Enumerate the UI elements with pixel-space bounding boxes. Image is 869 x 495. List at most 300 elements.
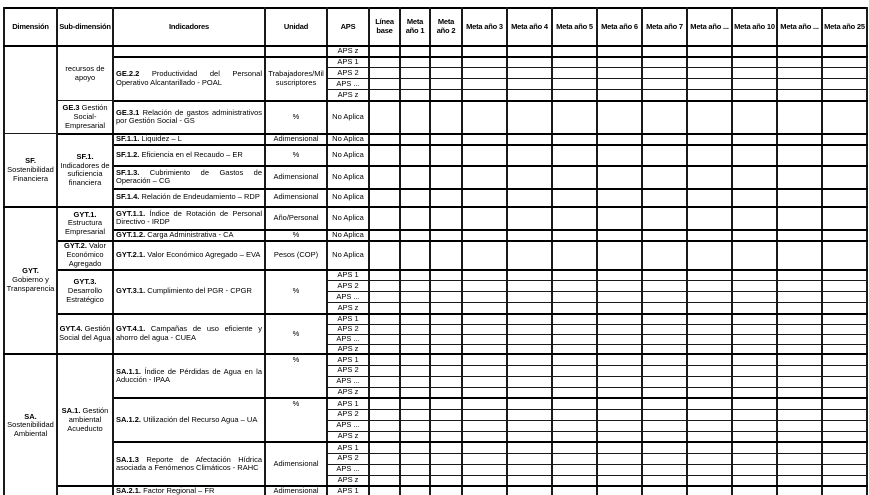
col-header-meta-4: Meta año 4 [507,8,552,46]
data-cell [687,303,732,314]
data-cell [400,134,430,145]
data-cell [777,314,822,324]
data-cell [642,189,687,207]
indicator-label: Cubrimiento de Gastos de Operación – CG [116,167,262,186]
data-cell [642,46,687,57]
data-cell [777,409,822,420]
aps-cell: APS z [327,431,369,442]
data-cell [597,281,642,292]
aps-cell: APS z [327,46,369,57]
indicator-cell [113,101,265,134]
col-header-meta-3: Meta año 3 [462,8,507,46]
data-cell [732,134,777,145]
unit-cell: % [265,314,327,355]
data-cell [552,134,597,145]
indicator-code: SF.1.3. [116,167,140,177]
data-cell [822,398,867,409]
data-cell [507,344,552,354]
data-cell [822,101,867,134]
data-cell [687,314,732,324]
data-cell [430,486,462,495]
data-cell [507,189,552,207]
table-row [4,241,867,270]
dimension-cell [4,207,57,355]
col-header-subdimension: Sub-dimensión [57,8,113,46]
unit-cell: Trabajadores/Mil suscriptores [265,57,327,101]
data-cell [732,409,777,420]
data-cell [777,303,822,314]
data-cell [369,134,400,145]
indicator-code: GE.2.2 [116,69,140,78]
data-cell [732,166,777,189]
data-cell [552,344,597,354]
data-cell [597,230,642,241]
indicator-cell [113,314,265,355]
aps-cell: No Aplica [327,230,369,241]
table-row [4,398,867,409]
data-cell [597,57,642,68]
data-cell [462,292,507,303]
data-cell [462,475,507,486]
indicator-cell [113,230,265,241]
data-cell [462,145,507,166]
indicator-cell [113,442,265,486]
data-cell [777,376,822,387]
data-cell [430,442,462,453]
data-cell [507,398,552,409]
data-cell [687,486,732,495]
data-cell [687,207,732,230]
data-cell [507,134,552,145]
data-cell [507,486,552,495]
data-cell [552,334,597,344]
data-cell [552,354,597,365]
aps-cell: No Aplica [327,145,369,166]
data-cell [642,354,687,365]
data-cell [642,241,687,270]
aps-cell: APS 1 [327,486,369,495]
data-cell [400,46,430,57]
data-cell [462,354,507,365]
data-cell [462,189,507,207]
data-cell [597,431,642,442]
data-cell [687,475,732,486]
data-cell [642,79,687,90]
data-cell [642,324,687,334]
indicator-code: SF.1.1. [116,133,140,143]
table-row [4,134,867,145]
data-cell [642,344,687,354]
aps-cell: APS 1 [327,270,369,281]
data-cell [642,398,687,409]
data-cell [777,90,822,101]
aps-cell: APS 1 [327,442,369,453]
data-cell [507,57,552,68]
subdimension-cell [57,354,113,486]
indicator-cell [113,354,265,398]
data-cell [462,334,507,344]
table-row [4,46,867,57]
dimension-cell [4,354,57,495]
data-cell [462,241,507,270]
data-cell [400,486,430,495]
data-cell [777,453,822,464]
data-cell [822,189,867,207]
data-cell [400,376,430,387]
subdimension-cell [57,241,113,270]
indicator-code: GYT.3.1. [116,286,146,296]
subdimension-cell [57,46,113,101]
data-cell [430,324,462,334]
col-header-meta-1: Meta año 1 [400,8,430,46]
data-cell [507,314,552,324]
data-cell [462,365,507,376]
subdimension-label: Gestión ambiental Acueducto [67,406,109,433]
data-cell [597,241,642,270]
data-cell [822,431,867,442]
data-cell [687,334,732,344]
data-cell [597,303,642,314]
data-cell [687,365,732,376]
data-cell [777,46,822,57]
aps-cell: APS 2 [327,281,369,292]
data-cell [507,442,552,453]
data-cell [462,442,507,453]
data-cell [430,101,462,134]
data-cell [822,303,867,314]
data-cell [369,442,400,453]
data-cell [777,431,822,442]
data-cell [597,166,642,189]
data-cell [687,46,732,57]
data-cell [687,241,732,270]
data-cell [430,344,462,354]
data-cell [507,365,552,376]
data-cell [462,79,507,90]
data-cell [687,270,732,281]
data-cell [597,207,642,230]
aps-cell: No Aplica [327,166,369,189]
indicator-cell [113,207,265,230]
data-cell [642,90,687,101]
data-cell [597,442,642,453]
data-cell [430,376,462,387]
data-cell [430,57,462,68]
indicator-code: SF.1.4. [116,192,140,202]
aps-cell: APS 2 [327,409,369,420]
data-cell [777,292,822,303]
data-cell [642,453,687,464]
indicator-code: SA.1.1. [116,366,142,376]
data-cell [777,420,822,431]
data-cell [400,270,430,281]
col-header-meta-dots-b: Meta año ... [777,8,822,46]
dimension-cell [4,46,57,134]
data-cell [462,324,507,334]
data-cell [642,314,687,324]
data-cell [732,486,777,495]
aps-cell: APS ... [327,292,369,303]
data-cell [777,344,822,354]
data-cell [430,79,462,90]
data-cell [777,207,822,230]
data-cell [777,270,822,281]
data-cell [597,453,642,464]
data-cell [462,409,507,420]
data-cell [552,431,597,442]
data-cell [732,241,777,270]
indicator-label: Factor Regional – FR [141,486,215,495]
subdimension-cell [57,134,113,207]
data-cell [732,354,777,365]
data-cell [822,230,867,241]
data-cell [430,303,462,314]
data-cell [597,314,642,324]
aps-cell: No Aplica [327,207,369,230]
data-cell [400,442,430,453]
data-cell [369,79,400,90]
data-cell [369,420,400,431]
aps-cell: APS 1 [327,57,369,68]
data-cell [732,68,777,79]
unit-cell: Adimensional [265,486,327,495]
data-cell [597,409,642,420]
data-cell [642,57,687,68]
col-header-meta-25: Meta año 25 [822,8,867,46]
data-cell [507,68,552,79]
data-cell [400,79,430,90]
col-header-meta-5: Meta año 5 [552,8,597,46]
subdimension-cell [57,486,113,495]
indicator-code: SA.2.1. [116,486,142,495]
subdimension-code: GYT.1. [73,209,97,219]
data-cell [732,145,777,166]
indicator-label: Carga Administrativa - CA [145,229,234,239]
data-cell [687,464,732,475]
data-cell [732,79,777,90]
data-cell [687,134,732,145]
data-cell [777,145,822,166]
data-cell [462,303,507,314]
data-cell [462,431,507,442]
data-cell [732,334,777,344]
data-cell [552,420,597,431]
data-cell [597,344,642,354]
data-cell [777,166,822,189]
data-cell [687,79,732,90]
data-cell [732,292,777,303]
aps-cell: APS 2 [327,365,369,376]
data-cell [430,241,462,270]
data-cell [642,270,687,281]
data-cell [400,354,430,365]
dimension-code: GYT. [22,266,39,276]
data-cell [822,68,867,79]
indicator-label: Eficiencia en el Recaudo – ER [139,149,243,159]
data-cell [430,270,462,281]
data-cell [369,189,400,207]
data-cell [462,376,507,387]
data-cell [369,57,400,68]
data-cell [822,90,867,101]
data-cell [777,442,822,453]
data-cell [400,166,430,189]
data-cell [462,453,507,464]
data-cell [507,464,552,475]
data-cell [822,486,867,495]
data-cell [552,453,597,464]
data-cell [462,68,507,79]
data-cell [462,134,507,145]
data-cell [462,464,507,475]
data-cell [430,420,462,431]
data-cell [462,230,507,241]
data-cell [642,303,687,314]
data-cell [369,365,400,376]
data-cell [507,90,552,101]
data-cell [430,314,462,324]
data-cell [400,207,430,230]
table-row [4,230,867,241]
table-row [4,101,867,134]
table-row [4,486,867,495]
unit-cell: Adimensional [265,442,327,486]
data-cell [369,431,400,442]
aps-cell: APS ... [327,464,369,475]
data-cell [732,57,777,68]
data-cell [462,420,507,431]
data-cell [507,230,552,241]
data-cell [462,398,507,409]
data-cell [687,354,732,365]
data-cell [732,420,777,431]
data-cell [597,464,642,475]
data-cell [369,398,400,409]
data-cell [642,292,687,303]
data-cell [732,475,777,486]
data-cell [822,79,867,90]
indicator-label: Índice de Pérdidas de Agua en la Aducción - IPAA [116,366,262,385]
data-cell [507,270,552,281]
data-cell [400,68,430,79]
data-cell [369,46,400,57]
aps-cell: APS 1 [327,314,369,324]
data-cell [507,334,552,344]
data-cell [597,292,642,303]
data-cell [687,166,732,189]
subdimension-code: GYT.2. [64,240,87,250]
indicator-label: Campañas de uso eficiente y ahorro del agua - CUEA [116,324,262,343]
subdimension-code: SA.1. [61,406,81,416]
data-cell [732,314,777,324]
unit-cell: % [265,354,327,398]
data-cell [822,475,867,486]
indicator-label: Cumplimiento del PGR - CPGR [145,286,252,296]
data-cell [430,334,462,344]
data-cell [552,166,597,189]
data-cell [369,292,400,303]
indicator-code: SA.1.2. [116,414,142,424]
data-cell [369,145,400,166]
col-header-aps: APS [327,8,369,46]
table-row [4,442,867,453]
data-cell [462,270,507,281]
data-cell [822,281,867,292]
data-cell [552,409,597,420]
aps-cell: APS ... [327,79,369,90]
indicator-cell [113,166,265,189]
indicator-cell [113,270,265,314]
aps-cell: APS 1 [327,398,369,409]
indicator-label: Utilización del Recurso Agua – UA [141,414,258,424]
indicator-label: Relación de gastos administrativos por Gestión Social - GS [116,107,262,126]
data-cell [777,68,822,79]
data-cell [400,453,430,464]
unit-cell: % [265,270,327,314]
data-cell [822,46,867,57]
indicator-code: GE.3.1 [116,107,140,117]
dimension-code: SA. [24,411,37,421]
indicator-code: GYT.4.1. [116,324,146,334]
data-cell [552,324,597,334]
data-cell [369,90,400,101]
data-cell [687,387,732,398]
indicator-cell [113,398,265,442]
data-cell [777,365,822,376]
data-cell [369,464,400,475]
data-cell [400,303,430,314]
indicator-label: Liquidez – L [139,133,182,143]
subdimension-code: SF.1. [76,151,94,161]
data-cell [822,292,867,303]
data-cell [597,376,642,387]
indicators-table [3,7,868,495]
data-cell [732,303,777,314]
indicator-label: Índice de Rotación de Personal Directivo - IRDP [116,208,262,227]
data-cell [687,145,732,166]
data-cell [687,281,732,292]
data-cell [507,409,552,420]
col-header-meta-2: Meta año 2 [430,8,462,46]
data-cell [430,230,462,241]
table-row [4,270,867,281]
data-cell [822,134,867,145]
data-cell [642,101,687,134]
data-cell [777,354,822,365]
data-cell [552,101,597,134]
data-cell [687,398,732,409]
data-cell [552,46,597,57]
data-cell [642,376,687,387]
data-cell [369,376,400,387]
data-cell [462,281,507,292]
header-row [4,8,867,46]
data-cell [777,475,822,486]
data-cell [642,230,687,241]
aps-cell: No Aplica [327,134,369,145]
data-cell [732,101,777,134]
data-cell [822,344,867,354]
data-cell [369,324,400,334]
data-cell [732,230,777,241]
data-cell [822,387,867,398]
data-cell [597,486,642,495]
data-cell [369,303,400,314]
data-cell [400,324,430,334]
data-cell [597,475,642,486]
data-cell [552,145,597,166]
aps-cell: APS z [327,90,369,101]
